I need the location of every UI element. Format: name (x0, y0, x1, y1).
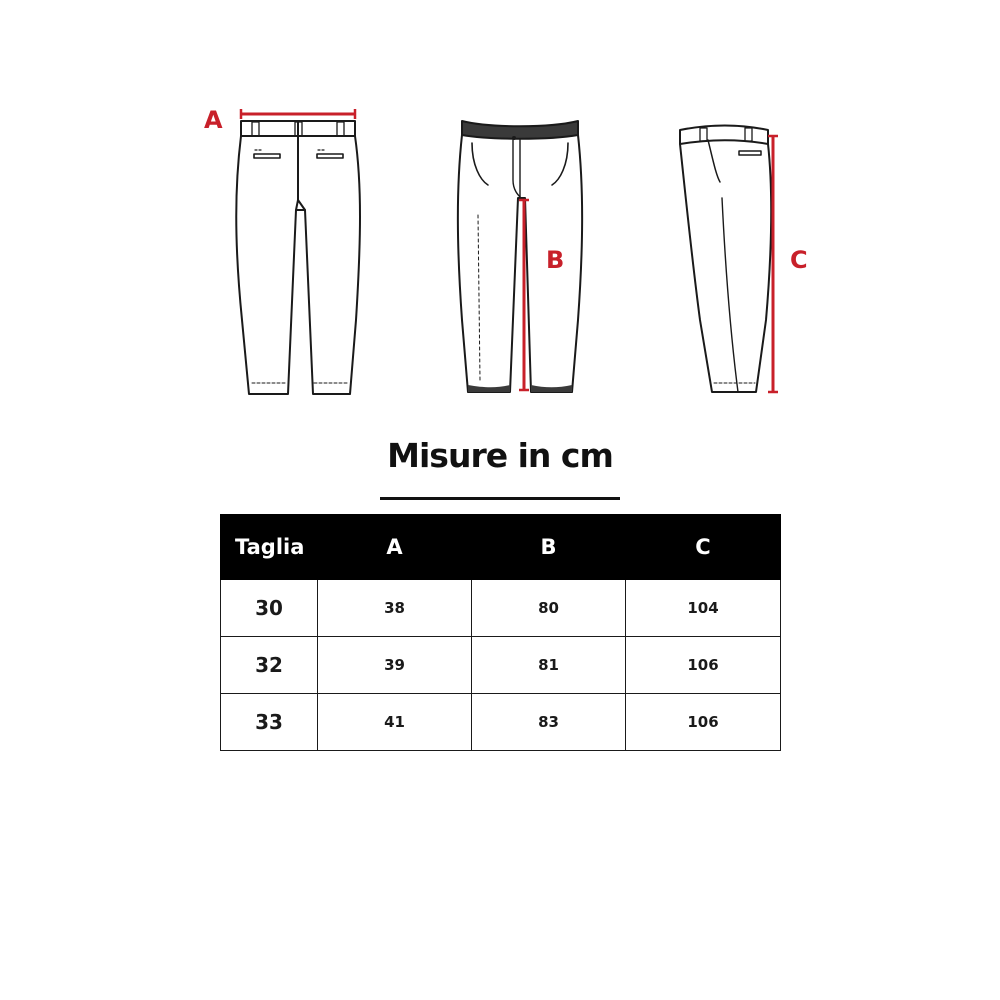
cell-size: 33 (221, 694, 318, 751)
cell-size: 30 (221, 580, 318, 637)
cell-size: 32 (221, 637, 318, 694)
cell-c: 104 (626, 580, 781, 637)
trousers-back-view (236, 121, 360, 394)
header-a: A (318, 515, 472, 580)
size-table (220, 514, 781, 751)
cell-c: 106 (626, 637, 781, 694)
header-taglia: Taglia (221, 515, 318, 580)
marker-c-label: C (790, 246, 808, 274)
cell-b: 80 (472, 580, 626, 637)
header-c: C (626, 515, 781, 580)
table-row (221, 580, 781, 637)
marker-a-label: A (204, 106, 223, 134)
cell-b: 83 (472, 694, 626, 751)
trousers-diagram (0, 0, 1000, 420)
trousers-side-view (680, 126, 771, 393)
cell-a: 41 (318, 694, 472, 751)
cell-c: 106 (626, 694, 781, 751)
marker-b-label: B (546, 246, 565, 274)
cell-a: 39 (318, 637, 472, 694)
page-title: Misure in cm (387, 436, 613, 475)
table-header-row (221, 515, 781, 580)
table-row (221, 694, 781, 751)
header-b: B (472, 515, 626, 580)
table-row (221, 637, 781, 694)
title-underline (380, 497, 620, 500)
cell-a: 38 (318, 580, 472, 637)
cell-b: 81 (472, 637, 626, 694)
measure-a-arrow (241, 109, 355, 119)
